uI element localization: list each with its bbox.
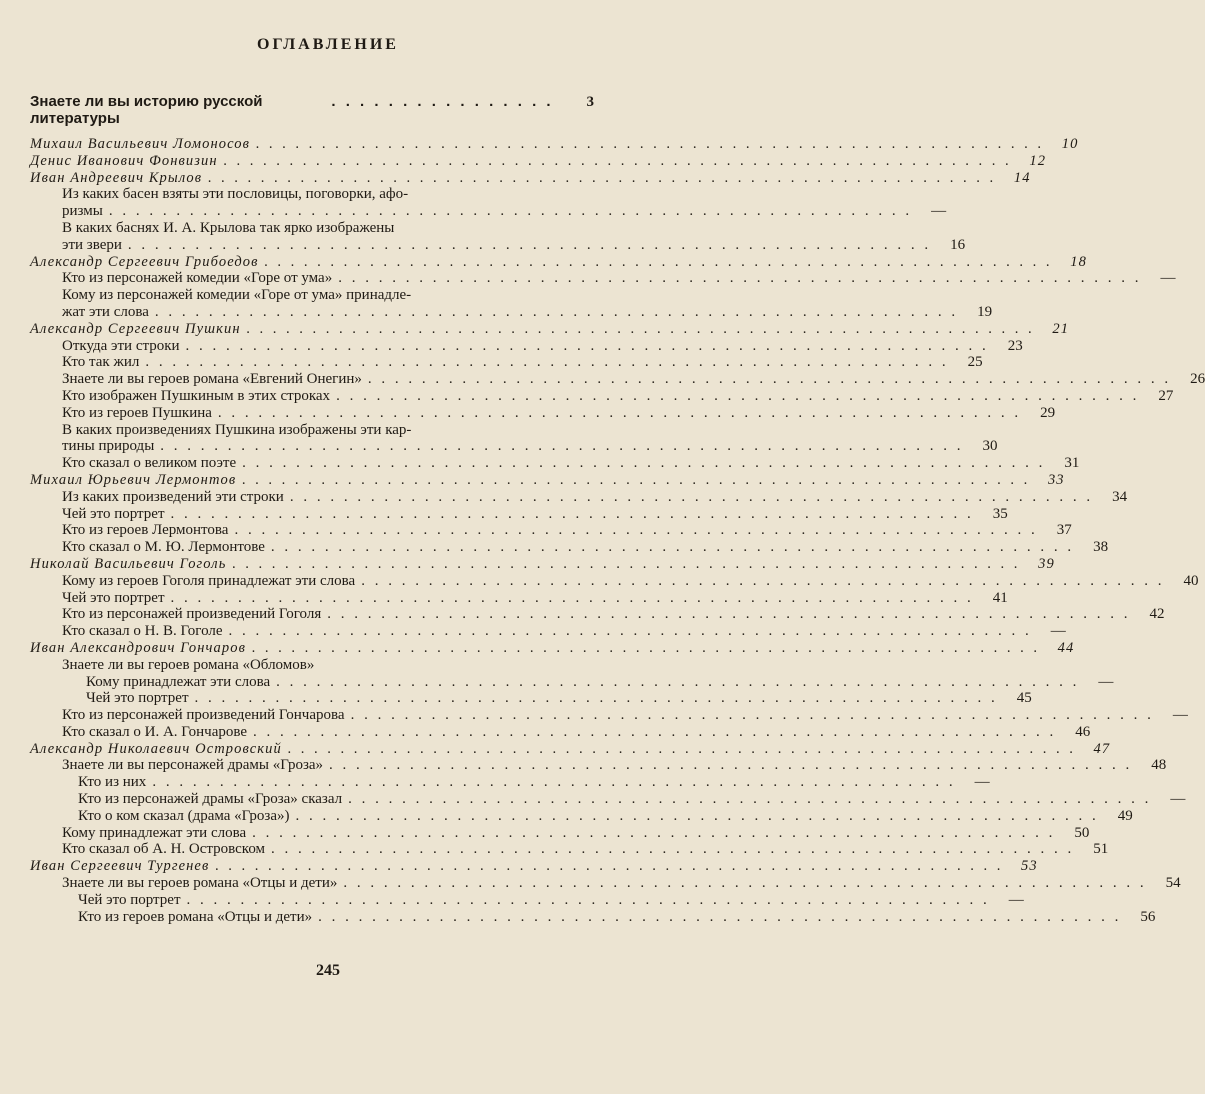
entry-title: Кто сказал об А. Н. Островском (62, 841, 266, 858)
toc-entry (30, 422, 592, 439)
entry-title: Кто из персонажей произведений Гончарова (62, 707, 345, 724)
entry-title: Кто из персонажей комедии «Горе от ума» (62, 270, 333, 287)
toc-author-entry (30, 858, 1038, 875)
entry-title: Николай Васильевич Гоголь (30, 555, 227, 572)
entry-title: Кто из героев Лермонтова (62, 522, 229, 539)
toc-author-entry (30, 152, 1047, 170)
entry-title: Кто из героев Пушкина (62, 404, 212, 421)
entry-title: эти звери (62, 236, 122, 253)
dot-leader: . . . . . . . . . . . . . . . . . . . . . . . . . . . . . . . . . . . . . . . . . . . . . . . . . . . . . . . . . . . . (246, 320, 1036, 337)
dot-leader: . . . . . . . . . . . . . . . . . . . . . . . . . . . . . . . . . . . . . . . . . . . . . . . . . . . . . . . . . . . . (215, 858, 1004, 875)
entry-title: Кто изображен Пушкиным в этих строках (62, 387, 331, 404)
entry-title: Кто сказал о великом поэте (62, 455, 237, 472)
dot-leader: . . . . . . . . . . . . . . . . . . . . . . . . . . . . . . . . . . . . . . . . . . . . . . . . . . . . . . . . . . . . (271, 841, 1075, 858)
dot-leader: . . . . . . . . . . . . . . . . . . . . . . . . . . . . . . . . . . . . . . . . . . . . . . . . . . . . . . . . . . . . (350, 707, 1154, 724)
entry-page-number: 23 (1007, 337, 1023, 354)
dot-leader: . . . . . . . . . . . . . . . . . . . . . . . . . . . . . . . . . . . . . . . . . . . . . . . . . . . . . . . . . . . . (256, 136, 1045, 152)
entry-title: Откуда эти строки (62, 337, 180, 354)
dot-leader: . . . . . . . . . . . . . . . . . . . . . . . . . . . . . . . . . . . . . . . . . . . . . . . . . . . . . . . . . . . . (287, 740, 1077, 757)
toc-entry (30, 690, 1032, 707)
toc-entry (30, 270, 1176, 287)
entry-page-number: 39 (1038, 555, 1055, 572)
entry-title: Знаете ли вы героев романа «Отцы и дети» (62, 875, 338, 892)
toc-author-entry (30, 639, 1075, 657)
dot-leader: . . . . . . . . . . . . . . . . . . . . . . . . . . . . . . . . . . . . . . . . . . . . . . . . . . . . . . . . . . . . (295, 807, 1099, 824)
dot-leader: . . . . . . . . . . . . . . . . . . . . . . . . . . . . . . . . . . . . . . . . . . . . . . . . . . . . . . . . . . . . (242, 471, 1031, 488)
entry-title: Кто из персонажей драмы «Гроза» сказал (78, 791, 343, 808)
entry-page-number: 49 (1117, 807, 1133, 824)
entry-page-number: — (1050, 623, 1066, 640)
entry-title: Кому принадлежат эти слова (62, 824, 247, 841)
toc-entry (30, 757, 1167, 774)
toc-entry (30, 354, 983, 371)
dot-leader: . . . . . . . . . . . . . . . . . . . . . . . . . . . . . . . . . . . . . . . . . . . . . . . . . . . . . . . . . . . . (127, 236, 932, 253)
dot-leader: . . . . . . . . . . . . . . . . . . . . . . . . . . . . . . . . . . . . . . . . . . . . . . . . . . . . . . . . . . . . (327, 606, 1131, 623)
entry-page-number: 10 (1061, 136, 1079, 152)
entry-title: Чей это портрет (86, 690, 189, 707)
dot-leader: . . . . . . . . . . . . . . . . (331, 93, 554, 110)
entry-page-number: 53 (1021, 858, 1038, 875)
entry-page-number: 38 (1093, 539, 1109, 556)
toc-entry (30, 387, 1174, 405)
entry-title: Кому принадлежат эти слова (86, 673, 271, 690)
entry-title: Кто сказал о Н. В. Гоголе (62, 623, 223, 640)
dot-leader: . . . . . . . . . . . . . . . . . . . . . . . . . . . . . . . . . . . . . . . . . . . . . . . . . . . . . . . . . . . . (276, 673, 1080, 690)
dot-leader: . . . . . . . . . . . . . . . . . . . . . . . . . . . . . . . . . . . . . . . . . . . . . . . . . . . . . . . . . . . . (348, 791, 1152, 808)
dot-leader: . . . . . . . . . . . . . . . . . . . . . . . . . . . . . . . . . . . . . . . . . . . . . . . . . . . . . . . . . . . . (234, 522, 1038, 539)
dot-leader: . . . . . . . . . . . . . . . . . . . . . . . . . . . . . . . . . . . . . . . . . . . . . . . . . . . . . . . . . . . . (145, 354, 949, 371)
toc-entry (30, 455, 1080, 472)
toc-entry (30, 539, 1109, 556)
toc-entry (30, 673, 1114, 691)
toc-entry (30, 488, 1128, 506)
dot-leader (411, 287, 558, 304)
entry-title: тины природы (62, 438, 155, 455)
entry-page-number (558, 657, 592, 674)
entry-page-number: 25 (967, 354, 983, 371)
toc-entry (30, 791, 1186, 808)
toc-entry (30, 287, 592, 304)
toc-entry (30, 824, 1090, 842)
dot-leader: . . . . . . . . . . . . . . . . . . . . . . . . . . . . . . . . . . . . . . . . . . . . . . . . . . . . . . . . . . . . (270, 539, 1075, 556)
entry-page-number: 19 (977, 303, 993, 320)
dot-leader: . . . . . . . . . . . . . . . . . . . . . . . . . . . . . . . . . . . . . . . . . . . . . . . . . . . . . . . . . . . . (223, 152, 1013, 169)
dot-leader: . . . . . . . . . . . . . . . . . . . . . . . . . . . . . . . . . . . . . . . . . . . . . . . . . . . . . . . . . . . . (251, 639, 1041, 656)
dot-leader (411, 422, 558, 439)
entry-title: Кто из них (78, 774, 147, 791)
dot-leader: . . . . . . . . . . . . . . . . . . . . . . . . . . . . . . . . . . . . . . . . . . . . . . . . . . . . . . . . . . . . (217, 404, 1022, 421)
toc-entry (30, 220, 592, 237)
entry-title: Кто сказал о М. Ю. Лермонтове (62, 539, 265, 556)
entry-page-number: 21 (1052, 320, 1070, 337)
toc-entry (30, 505, 1008, 523)
dot-leader: . . . . . . . . . . . . . . . . . . . . . . . . . . . . . . . . . . . . . . . . . . . . . . . . . . . . . . . . . . . . (160, 438, 964, 455)
toc-entry (30, 522, 1072, 539)
dot-leader: . . . . . . . . . . . . . . . . . . . . . . . . . . . . . . . . . . . . . . . . . . . . . . . . . . . . . . . . . . . . (361, 572, 1165, 589)
toc-intro-entry (30, 93, 594, 127)
dot-leader (394, 220, 558, 237)
toc-author-entry (30, 740, 1111, 758)
entry-page-number: 50 (1074, 824, 1090, 841)
toc-entry (30, 723, 1091, 741)
entry-page-number (558, 287, 592, 304)
toc-entry (30, 404, 1056, 422)
entry-title: Иван Андреевич Крылов (30, 169, 203, 186)
entry-page-number: 46 (1075, 723, 1091, 740)
entry-title: Денис Иванович Фонвизин (30, 152, 218, 169)
entry-page-number: 14 (1013, 169, 1031, 186)
toc-entry (30, 891, 1024, 909)
toc-entry (30, 707, 1188, 724)
toc-entry (30, 774, 990, 791)
entry-page-number: 45 (1016, 690, 1032, 707)
dot-leader: . . . . . . . . . . . . . . . . . . . . . . . . . . . . . . . . . . . . . . . . . . . . . . . . . . . . . . . . . . . . (253, 723, 1057, 740)
entry-title: Знаете ли вы героев романа «Обломов» (62, 656, 315, 673)
entry-page-number: 12 (1029, 152, 1047, 169)
page-number: 245 (316, 962, 340, 979)
entry-page-number: 48 (1151, 757, 1167, 774)
intro-page-number: 3 (586, 94, 594, 110)
entry-page-number: — (1098, 673, 1114, 690)
table-of-contents (30, 136, 1205, 925)
dot-leader: . . . . . . . . . . . . . . . . . . . . . . . . . . . . . . . . . . . . . . . . . . . . . . . . . . . . . . . . . . . . (336, 387, 1140, 404)
entry-page-number: — (1160, 270, 1176, 287)
entry-title: жат эти слова (62, 303, 149, 320)
toc-entry (30, 875, 1181, 892)
entry-page-number (558, 422, 592, 439)
dot-leader: . . . . . . . . . . . . . . . . . . . . . . . . . . . . . . . . . . . . . . . . . . . . . . . . . . . . . . . . . . . . (152, 774, 956, 791)
dot-leader (314, 657, 558, 674)
entry-page-number: 27 (1158, 387, 1174, 404)
entry-title: Александр Сергеевич Грибоедов (30, 253, 259, 270)
entry-page-number: 29 (1040, 404, 1056, 421)
entry-page-number: 44 (1057, 639, 1075, 656)
entry-title: Кто так жил (62, 354, 140, 371)
dot-leader: . . . . . . . . . . . . . . . . . . . . . . . . . . . . . . . . . . . . . . . . . . . . . . . . . . . . . . . . . . . . (170, 589, 974, 606)
toc-author-entry (30, 471, 1065, 489)
entry-title: Кто сказал о И. А. Гончарове (62, 723, 248, 740)
entry-page-number (558, 186, 592, 203)
dot-leader: . . . . . . . . . . . . . . . . . . . . . . . . . . . . . . . . . . . . . . . . . . . . . . . . . . . . . . . . . . . . (242, 455, 1046, 472)
toc-entry (30, 623, 1066, 640)
entry-page-number: — (1172, 707, 1188, 724)
entry-page-number: 40 (1183, 572, 1199, 589)
page-title: ОГЛАВЛЕНИЕ (257, 36, 399, 53)
toc-entry (30, 807, 1133, 825)
toc-entry (30, 371, 1205, 388)
entry-page-number: 37 (1056, 522, 1072, 539)
toc-entry (30, 303, 993, 321)
entry-page-number: 18 (1070, 253, 1087, 270)
entry-title: В каких произведениях Пушкина изображены эти кар- (62, 421, 412, 438)
toc-entry (30, 236, 966, 254)
dot-leader: . . . . . . . . . . . . . . . . . . . . . . . . . . . . . . . . . . . . . . . . . . . . . . . . . . . . . . . . . . . . (154, 303, 959, 320)
entry-page-number: 26 (1190, 371, 1205, 388)
entry-page-number: 54 (1165, 875, 1181, 892)
entry-page-number: — (1008, 891, 1024, 908)
dot-leader: . . . . . . . . . . . . . . . . . . . . . . . . . . . . . . . . . . . . . . . . . . . . . . . . . . . . . . . . . . . . (338, 270, 1142, 287)
dot-leader: . . . . . . . . . . . . . . . . . . . . . . . . . . . . . . . . . . . . . . . . . . . . . . . . . . . . . . . . . . . . (185, 337, 989, 354)
toc-entry (30, 589, 1008, 607)
entry-title: Михаил Юрьевич Лермонтов (30, 471, 237, 488)
entry-title: Чей это портрет (62, 505, 165, 522)
entry-page-number: 56 (1140, 908, 1156, 925)
entry-title: Кто из персонажей произведений Гоголя (62, 606, 322, 623)
dot-leader (408, 186, 558, 203)
dot-leader: . . . . . . . . . . . . . . . . . . . . . . . . . . . . . . . . . . . . . . . . . . . . . . . . . . . . . . . . . . . . (228, 623, 1032, 640)
toc-entry (30, 606, 1165, 623)
entry-page-number: 51 (1093, 841, 1109, 858)
dot-leader: . . . . . . . . . . . . . . . . . . . . . . . . . . . . . . . . . . . . . . . . . . . . . . . . . . . . . . . . . . . . (108, 203, 913, 220)
toc-author-entry (30, 555, 1055, 573)
entry-title: Из каких басен взяты эти пословицы, поговорки, афо- (62, 186, 409, 203)
entry-title: Александр Николаевич Островский (30, 740, 282, 757)
entry-page-number: 30 (982, 438, 998, 455)
entry-title: Кто о ком сказал (драма «Гроза») (78, 807, 290, 824)
entry-title: Александр Сергеевич Пушкин (30, 320, 241, 337)
toc-entry (30, 908, 1156, 926)
intro-title: Знаете ли вы историю русской литературы (30, 93, 263, 127)
entry-page-number: — (974, 774, 990, 791)
toc-author-entry (30, 253, 1087, 271)
entry-page-number: 16 (950, 236, 966, 253)
entry-title: Из каких произведений эти строки (62, 488, 284, 505)
toc-entry (30, 572, 1199, 590)
entry-page-number: 35 (992, 505, 1008, 522)
dot-leader: . . . . . . . . . . . . . . . . . . . . . . . . . . . . . . . . . . . . . . . . . . . . . . . . . . . . . . . . . . . . (194, 690, 998, 707)
entry-title: Чей это портрет (78, 891, 181, 908)
dot-leader: . . . . . . . . . . . . . . . . . . . . . . . . . . . . . . . . . . . . . . . . . . . . . . . . . . . . . . . . . . . . (367, 371, 1172, 388)
entry-title: Знаете ли вы персонажей драмы «Гроза» (62, 757, 324, 774)
toc-entry (30, 186, 592, 203)
dot-leader: . . . . . . . . . . . . . . . . . . . . . . . . . . . . . . . . . . . . . . . . . . . . . . . . . . . . . . . . . . . . (208, 169, 997, 186)
entry-page-number: 33 (1047, 471, 1065, 488)
entry-title: Знаете ли вы героев романа «Евгений Онегин» (62, 371, 362, 388)
entry-page-number: 42 (1149, 606, 1165, 623)
entry-title: Михаил Васильевич Ломоносов (30, 136, 251, 152)
toc-entry (30, 657, 592, 674)
entry-title: Иван Сергеевич Тургенев (30, 858, 210, 875)
entry-page-number (558, 220, 592, 237)
entry-page-number: 47 (1093, 740, 1111, 757)
dot-leader: . . . . . . . . . . . . . . . . . . . . . . . . . . . . . . . . . . . . . . . . . . . . . . . . . . . . . . . . . . . . (170, 505, 974, 522)
entry-page-number: 34 (1112, 488, 1128, 505)
entry-page-number: — (931, 203, 947, 220)
toc-author-entry (30, 320, 1070, 338)
dot-leader: . . . . . . . . . . . . . . . . . . . . . . . . . . . . . . . . . . . . . . . . . . . . . . . . . . . . . . . . . . . . (252, 824, 1056, 841)
entry-title: Кто из героев романа «Отцы и дети» (78, 908, 313, 925)
dot-leader: . . . . . . . . . . . . . . . . . . . . . . . . . . . . . . . . . . . . . . . . . . . . . . . . . . . . . . . . . . . . (232, 555, 1021, 572)
entry-page-number: 41 (992, 589, 1008, 606)
entry-page-number: 31 (1064, 455, 1080, 472)
entry-title: Кому из персонажей комедии «Горе от ума» принадле- (62, 287, 412, 304)
entry-title: ризмы (62, 203, 103, 220)
dot-leader: . . . . . . . . . . . . . . . . . . . . . . . . . . . . . . . . . . . . . . . . . . . . . . . . . . . . . . . . . . . . (186, 891, 990, 908)
toc-entry (30, 203, 947, 220)
entry-page-number: — (1170, 791, 1186, 808)
toc-entry (30, 337, 1023, 355)
dot-leader: . . . . . . . . . . . . . . . . . . . . . . . . . . . . . . . . . . . . . . . . . . . . . . . . . . . . . . . . . . . . (289, 488, 1094, 505)
dot-leader: . . . . . . . . . . . . . . . . . . . . . . . . . . . . . . . . . . . . . . . . . . . . . . . . . . . . . . . . . . . . (264, 253, 1053, 270)
toc-author-entry (30, 169, 1031, 187)
entry-title: Иван Александрович Гончаров (30, 639, 246, 656)
toc-author-entry (30, 136, 1079, 153)
dot-leader: . . . . . . . . . . . . . . . . . . . . . . . . . . . . . . . . . . . . . . . . . . . . . . . . . . . . . . . . . . . . (329, 757, 1133, 774)
entry-title: В каких баснях И. А. Крылова так ярко изображены (62, 219, 395, 236)
dot-leader: . . . . . . . . . . . . . . . . . . . . . . . . . . . . . . . . . . . . . . . . . . . . . . . . . . . . . . . . . . . . (343, 875, 1147, 892)
entry-title: Кому из героев Гоголя принадлежат эти слова (62, 572, 356, 589)
toc-entry (30, 841, 1109, 858)
entry-title: Чей это портрет (62, 589, 165, 606)
toc-entry (30, 438, 998, 455)
dot-leader: . . . . . . . . . . . . . . . . . . . . . . . . . . . . . . . . . . . . . . . . . . . . . . . . . . . . . . . . . . . . (318, 908, 1122, 925)
